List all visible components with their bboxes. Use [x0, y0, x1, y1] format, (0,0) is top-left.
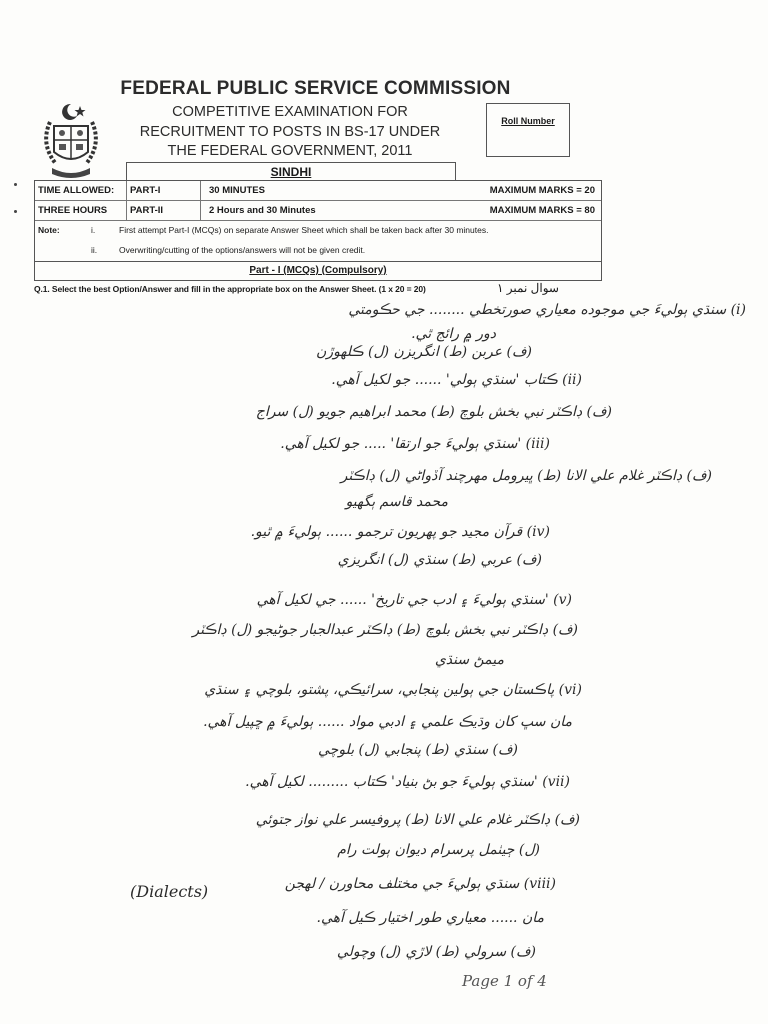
title-line-2: RECRUITMENT TO POSTS IN BS-17 UNDER: [139, 124, 441, 140]
note-i-text: First attempt Part-I (MCQs) on separate Answer Sheet which shall be taken back after 30 minutes.: [119, 225, 489, 235]
hw-line-17: (vii) 'سنڌي ٻوليءَ جو بڻ بنياد' ڪتاب ......... لکيل آهي.: [245, 774, 570, 790]
title-line-1: COMPETITIVE EXAMINATION FOR: [172, 104, 408, 120]
hw-line-1: (i) سنڌي ٻوليءَ جي موجوده معياري صورتخطي ........ جي حڪومتي: [348, 302, 746, 318]
part-1-duration: 30 MINUTES: [209, 185, 265, 196]
hw-line-5: (ف) ڊاڪٽر نبي بخش بلوچ (ط) محمد ابراهيم جويو (ل) سراج: [255, 404, 612, 420]
part-1-heading: [35, 261, 601, 280]
subject-title: SINDHI: [126, 162, 456, 181]
time-allowed-label: TIME ALLOWED:: [35, 181, 127, 200]
exam-info-table: [34, 180, 602, 281]
hw-line-20: (viii) سنڌي ٻوليءَ جي مختلف محاورن / لهجن: [284, 876, 556, 892]
note-section: [35, 221, 601, 261]
hw-line-15: مان سڀ کان وڌيڪ علمي ۽ ادبي مواد ...... ٻوليءَ ۾ ڇپيل آهي.: [203, 714, 572, 730]
hw-line-9: (iv) قرآن مجيد جو پهريون ترجمو ...... ٻوليءَ ۾ ٿيو.: [250, 524, 550, 540]
part-1-heading-text: Part - I (MCQs) (Compulsory): [249, 265, 387, 276]
hw-line-8: محمد قاسم ٻگهيو: [345, 494, 448, 510]
hw-line-2: دور ۾ رائج ٿي.: [411, 326, 496, 342]
hw-line-16: (ف) سنڌي (ط) پنجابي (ل) بلوچي: [318, 742, 518, 758]
roll-number-box[interactable]: [486, 103, 570, 157]
three-hours-label: THREE HOURS: [35, 201, 127, 220]
hw-line-6: (iii) 'سنڌي ٻوليءَ جو ارتقا' ..... جو لکيل آهي.: [280, 436, 550, 452]
note-ii-number: ii.: [91, 245, 98, 255]
margin-mark: [14, 183, 17, 186]
margin-mark: [14, 210, 17, 213]
hw-line-4: (ii) ڪتاب 'سنڌي ٻولي' ...... جو لکيل آهي.: [331, 372, 582, 388]
part-2-marks: MAXIMUM MARKS = 80: [489, 205, 595, 216]
page-number: Page 1 of 4: [462, 972, 547, 990]
hw-line-11: (v) 'سنڌي ٻوليءَ ۽ ادب جي تاريخ' ...... جي لکيل آهي: [256, 592, 572, 608]
note-label: Note:: [38, 225, 60, 235]
part-1-marks: MAXIMUM MARKS = 20: [489, 185, 595, 196]
hw-line-10: (ف) عربي (ط) سنڌي (ل) انگريزي: [337, 552, 542, 568]
note-ii-text: Overwriting/cutting of the options/answers will not be given credit.: [119, 245, 366, 255]
hw-line-14: (vi) پاڪستان جي ٻولين پنجابي، سرائيڪي، پشتو، بلوچي ۽ سنڌي: [204, 682, 582, 698]
part-2-label: PART-II: [127, 201, 201, 220]
hw-line-3: (ف) عربن (ط) انگريزن (ل) ڪلهوڙن: [316, 344, 532, 360]
hw-line-13: ميمڻ سنڌي: [434, 652, 504, 668]
part-2-duration: 2 Hours and 30 Minutes: [209, 205, 316, 216]
hw-dialects-note: (Dialects): [130, 882, 209, 901]
info-row-part-2: [35, 201, 601, 221]
question-1-label-sindhi: سوال نمبر ١: [497, 281, 559, 295]
question-1-instruction: Q.1. Select the best Option/Answer and fill in the appropriate box on the Answer Sheet. (1 x 20 = 20): [34, 284, 426, 294]
title-line-3: THE FEDERAL GOVERNMENT, 2011: [167, 143, 413, 159]
government-emblem-icon: [40, 100, 102, 180]
hw-line-18: (ف) ڊاڪٽر غلام علي الانا (ط) پروفيسر علي نواز جتوئي: [255, 812, 580, 828]
hw-line-12: (ف) ڊاڪٽر نبي بخش بلوچ (ط) ڊاڪٽر عبدالجبار جوڻيجو (ل) ڊاڪٽر: [192, 622, 578, 638]
note-i-number: i.: [91, 225, 96, 235]
info-row-part-1: [35, 181, 601, 201]
commission-title: FEDERAL PUBLIC SERVICE COMMISSION: [120, 78, 511, 99]
part-1-label: PART-I: [127, 181, 201, 200]
roll-number-label: Roll Number: [501, 116, 555, 126]
hw-line-22: (ف) سرولي (ط) لاڙي (ل) وچولي: [336, 944, 536, 960]
hw-line-19: (ل) ڄيٺمل پرسرام ديوان ٻولت رام: [337, 842, 540, 858]
hw-line-7: (ف) ڊاڪٽر غلام علي الانا (ط) ڀيرومل مهرچند آڏواڻي (ل) ڊاڪٽر: [340, 468, 712, 484]
hw-line-21: مان ...... معياري طور اختيار ڪيل آهي.: [316, 910, 544, 926]
